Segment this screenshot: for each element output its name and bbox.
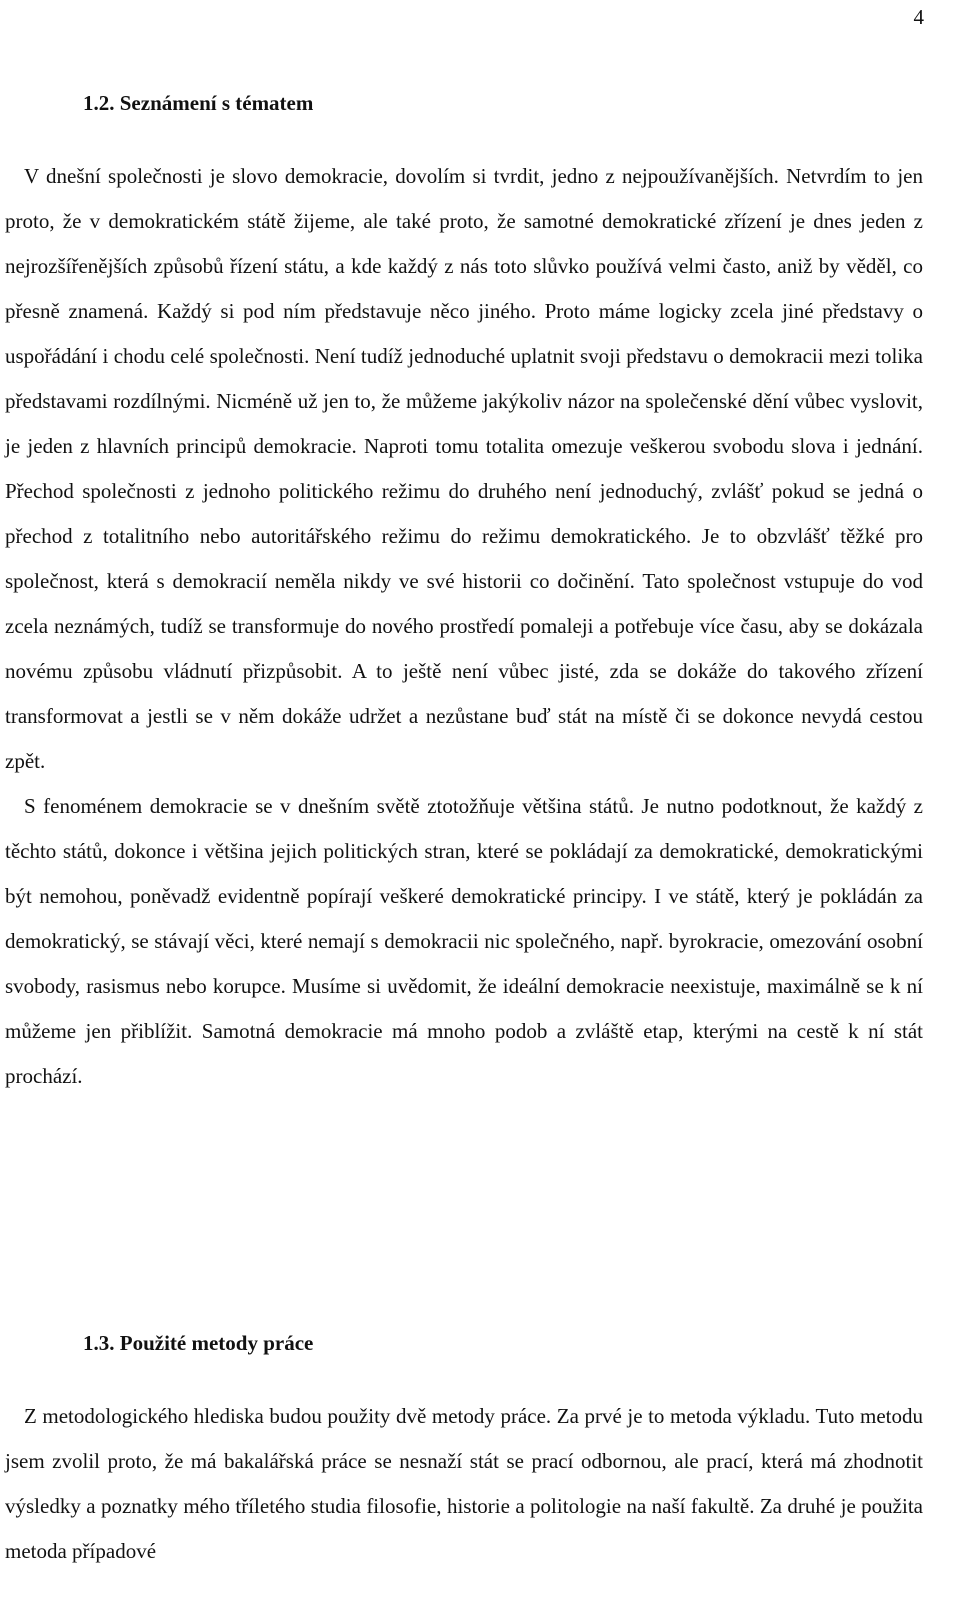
section-body-seznameni xyxy=(5,154,923,1099)
paragraph: Z metodologického hlediska budou použity dvě metody práce. Za prvé je to metoda výkladu. Tuto metodu jsem zvolil proto, že má bakalářská práce se nesnaží stát se prací odbornou, ale prací, která má zhodnotit výsledky a poznatky mého tříletého studia filosofie, historie a politologie na naší fakultě. Za druhé je použita metoda případové xyxy=(5,1404,923,1563)
section-body-metody xyxy=(5,1394,923,1574)
page-number: 4 xyxy=(913,5,924,29)
section-heading-metody: 1.3. Použité metody práce xyxy=(83,1331,314,1355)
section-heading-seznameni: 1.2. Seznámení s tématem xyxy=(83,91,314,115)
paragraph: V dnešní společnosti je slovo demokracie, dovolím si tvrdit, jedno z nejpoužívanějších. Netvrdím to jen proto, že v demokratickém státě žijeme, ale také proto, že samotné demokratické zřízení je dnes jeden z nejrozšířenějších způsobů řízení státu, a kde každý z nás toto slůvko používá velmi často, aniž by věděl, co přesně znamená. Každý si pod ním představuje něco jiného. Proto máme logicky zcela jiné představy o uspořádání i chodu celé společnosti. Není tudíž jednoduché uplatnit svoji představu o demokracii mezi tolika představami rozdílnými. Nicméně už jen to, že můžeme jakýkoliv názor na společenské dění vůbec vyslovit, je jeden z hlavních principů demokracie. Naproti tomu totalita omezuje veškerou svobodu slova i jednání. Přechod společnosti z jednoho politického režimu do druhého není jednoduchý, zvlášť pokud se jedná o přechod z totalitního nebo autoritářského režimu do režimu demokratického. Je to obzvlášť těžké pro společnost, která s demokracií neměla nikdy ve své historii co dočinění. Tato společnost vstupuje do vod zcela neznámých, tudíž se transformuje do nového prostředí pomaleji a potřebuje více času, aby se dokázala novému způsobu vládnutí přizpůsobit. A to ještě není vůbec jisté, zda se dokáže do takového zřízení transformovat a jestli se v něm dokáže udržet a nezůstane buď stát na místě či se dokonce nevydá cestou zpět. xyxy=(5,164,923,773)
paragraph: S fenoménem demokracie se v dnešním světě ztotožňuje většina států. Je nutno podotknout, že každý z těchto států, dokonce i většina jejich politických stran, které se pokládají za demokratické, demokratickými být nemohou, poněvadž evidentně popírají veškeré demokratické principy. I ve státě, který je pokládán za demokratický, se stávají věci, které nemají s demokracii nic společného, např. byrokracie, omezování osobní svobody, rasismus nebo korupce. Musíme si uvědomit, že ideální demokracie neexistuje, maximálně se k ní můžeme jen přiblížit. Samotná demokracie má mnoho podob a zvláště etap, kterými na cestě k ní stát prochází. xyxy=(5,794,923,1088)
